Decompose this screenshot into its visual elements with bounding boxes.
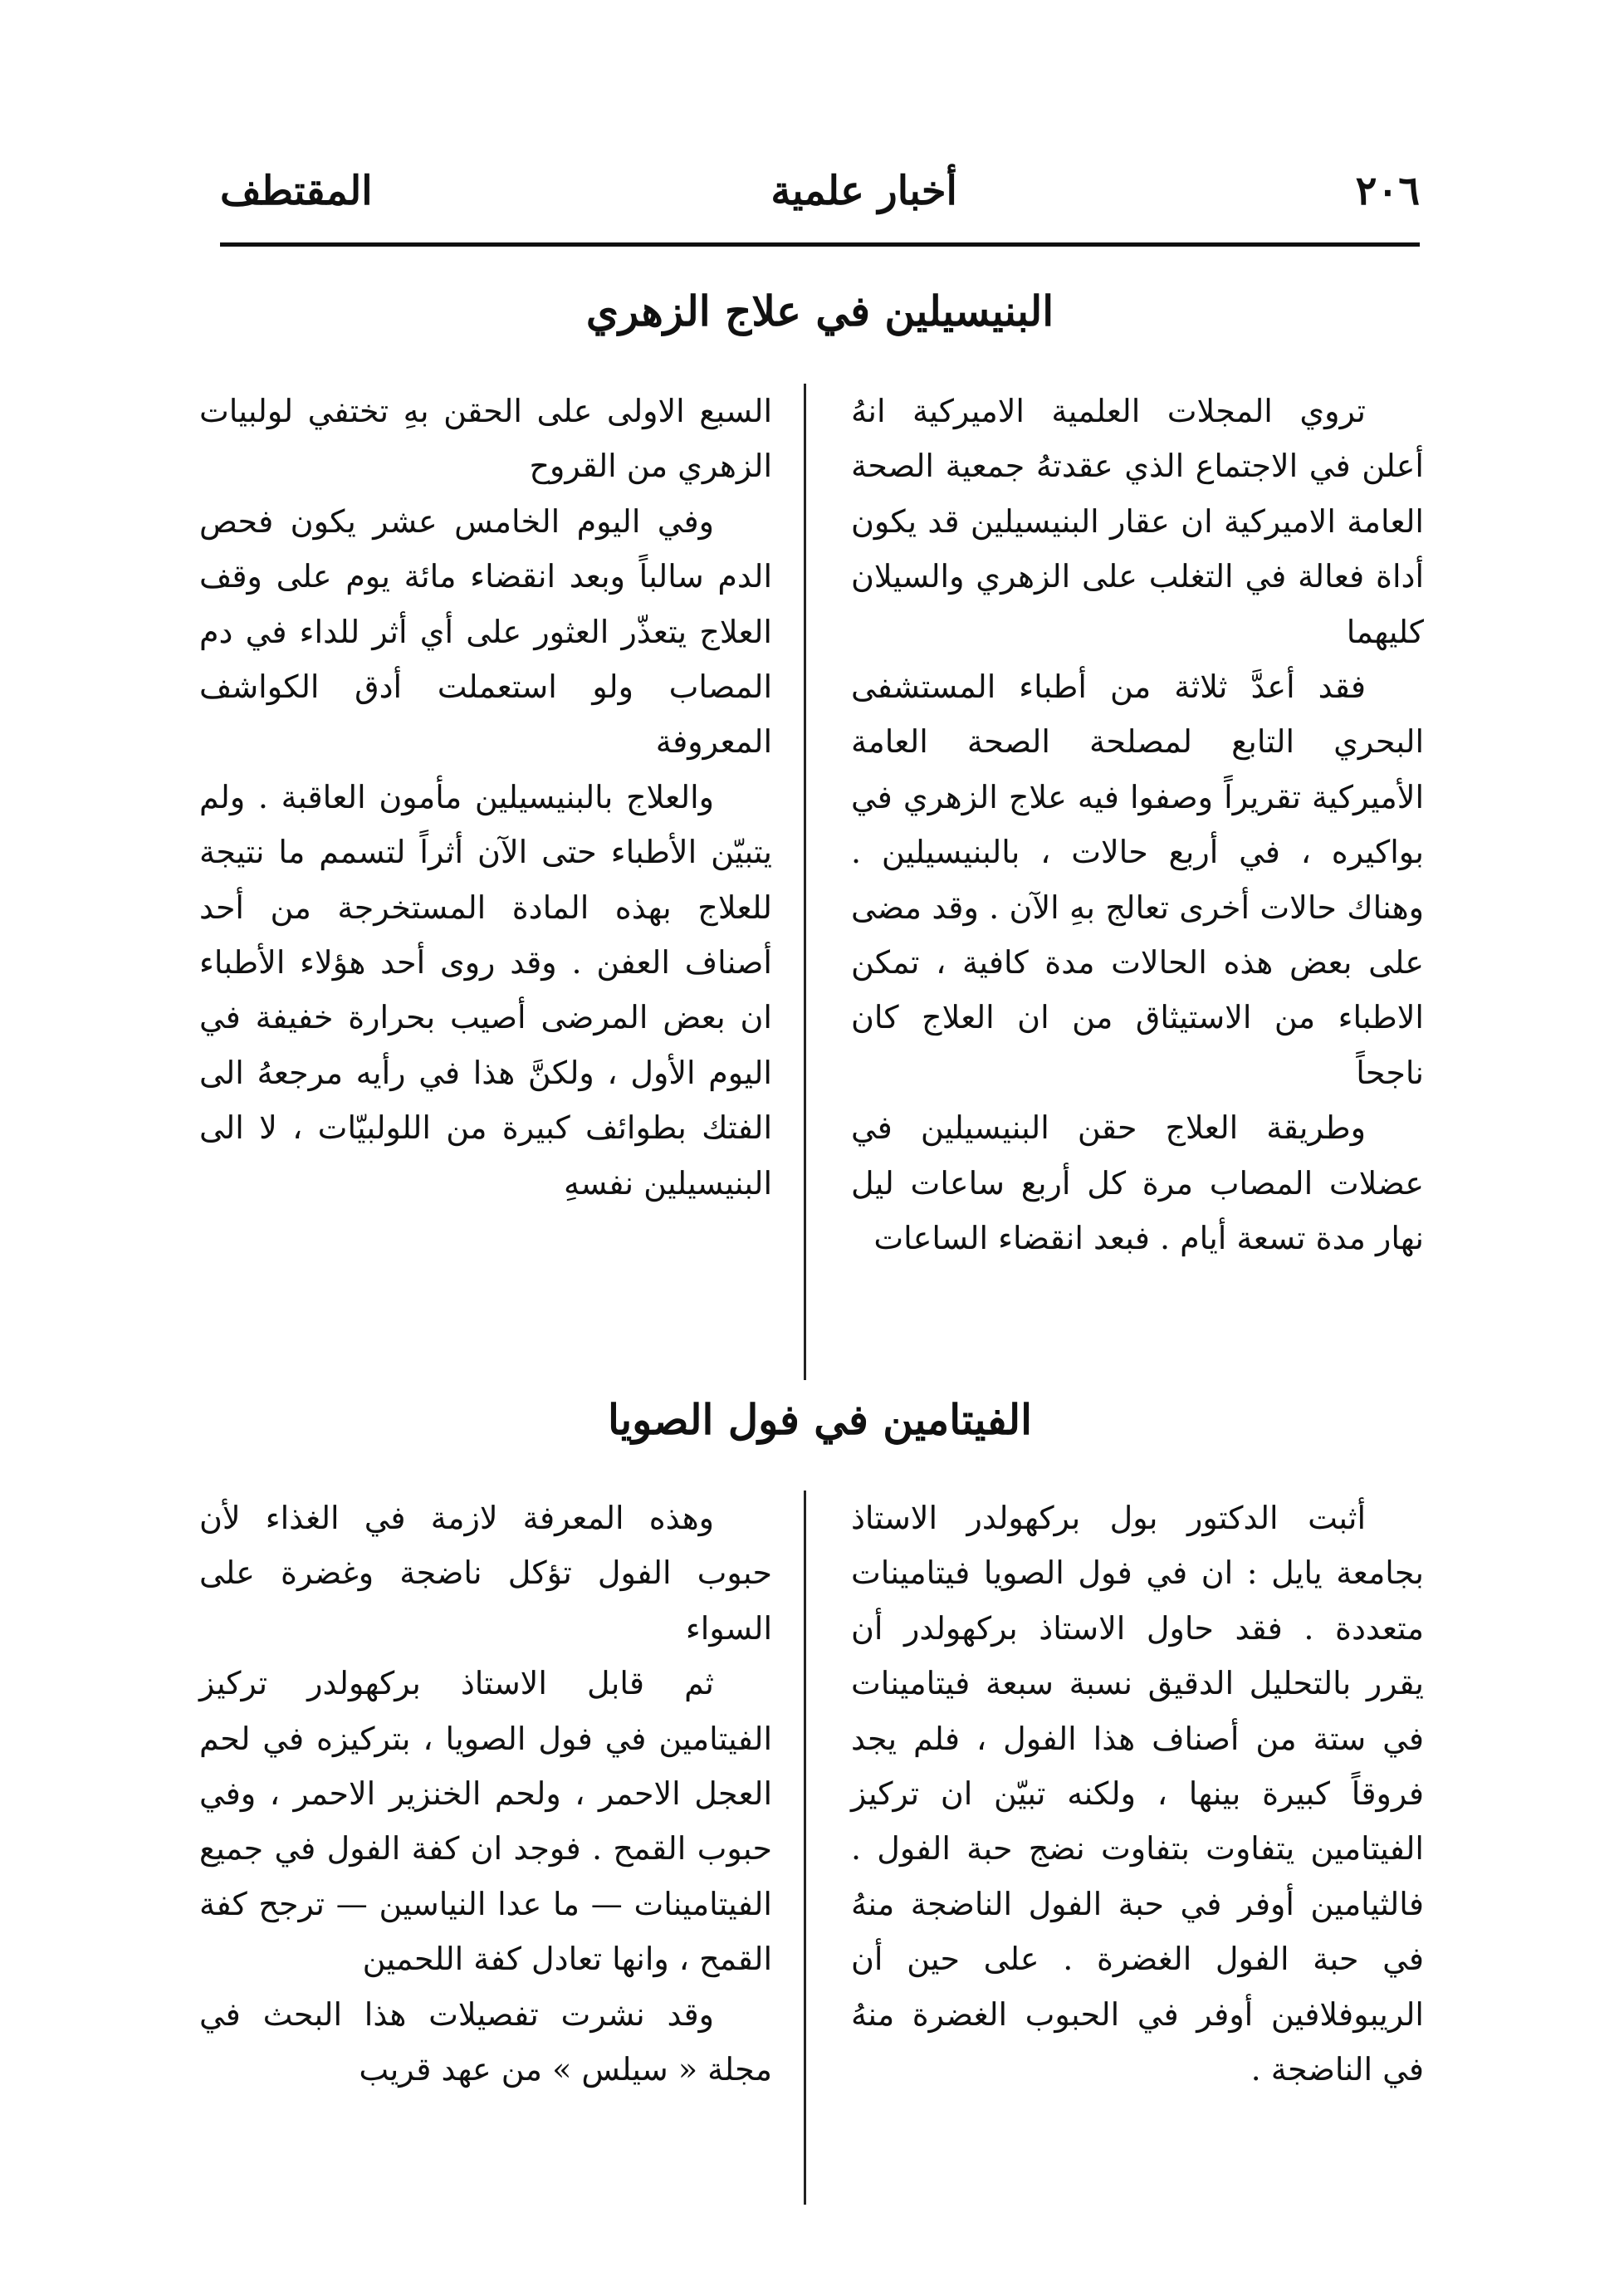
paragraph: وطريقة العلاج حقن البنيسيلين في عضلات المصاب مرة كل أربع ساعات ليل نهار مدة تسعة أيام . فبعد انقضاء الساعات	[851, 1109, 1424, 1257]
article-column-left	[199, 384, 772, 1380]
page-number: ٢٠٦	[1355, 168, 1420, 214]
article-column-left	[199, 1491, 772, 2205]
section-name: أخبار علمية	[770, 168, 957, 214]
article-title: الفيتامين في فول الصويا	[607, 1395, 1033, 1444]
page-header	[220, 158, 1420, 224]
article-column-right	[851, 384, 1424, 1380]
paragraph: السبع الاولى على الحقن بهِ تختفي لولبيات الزهري من القروح	[199, 393, 772, 485]
paragraph: فقد أعدَّ ثلاثة من أطباء المستشفى البحري التابع لمصلحة الصحة العامة الأميركية تقريراً وصفوا فيه علاج الزهري في بواكيره ، في أربع حالات ، بالبنيسيلين . وهناك حالات أخرى تعالج بهِ الآن . وقد مضى على بعض هذه الحالات مدة كافية ، تمكن الاطباء من الاستيثاق من ان العلاج كان ناجحاً	[851, 668, 1424, 1091]
paragraph: أثبت الدكتور بول بركهولدر الاستاذ بجامعة يايل : ان في فول الصويا فيتامينات متعددة . فقد حاول الاستاذ بركهولدر أن يقرر بالتحليل الدقيق نسبة سبعة فيتامينات في ستة من أصناف هذا الفول ، فلم يجد فروقاً كبيرة بينها ، ولكنه تبيّن ان تركيز الفيتامين يتفاوت بتفاوت نضج حبة الفول . فالثيامين أوفر في حبة الفول الناضجة منهُ في حبة الفول الغضرة . على حين أن الريبوفلافين أوفر في الحبوب الغضرة منهُ في الناضجة .	[851, 1500, 1424, 2088]
article-column-right	[851, 1491, 1424, 2205]
column-divider	[804, 1491, 806, 2205]
header-rule	[220, 242, 1420, 247]
paragraph: والعلاج بالبنيسيلين مأمون العاقبة . ولم يتبيّن الأطباء حتى الآن أثراً لتسمم ما نتيجة للعلاج بهذه المادة المستخرجة من أحد أصناف العفن . وقد روى أحد هؤلاء الأطباء ان بعض المرضى أصيب بحرارة خفيفة في اليوم الأول ، ولكنَّ هذا في رأيه مرجعهُ الى الفتك بطوائف كبيرة من اللولبيّات ، لا الى البنيسيلين نفسهِ	[199, 778, 772, 1202]
paragraph: تروي المجلات العلمية الاميركية انهُ أعلن في الاجتماع الذي عقدتهُ جمعية الصحة العامة الاميركية ان عقار البنيسيلين قد يكون أداة فعالة في التغلب على الزهري والسيلان كليهما	[851, 393, 1424, 650]
paragraph: وهذه المعرفة لازمة في الغذاء لأن حبوب الفول تؤكل ناضجة وغضرة على السواء	[199, 1500, 772, 1647]
paragraph: ثم قابل الاستاذ بركهولدر تركيز الفيتامين في فول الصويا ، بتركيزه في لحم العجل الاحمر ، ولحم الخنزير الاحمر ، وفي حبوب القمح . فوجد ان كفة الفول في جميع الفيتامينات — ما عدا النياسين — ترجح كفة القمح ، وانها تعادل كفة اللحمين	[199, 1665, 772, 1978]
column-divider	[804, 384, 806, 1380]
article-title: البنيسيلين في علاج الزهري	[585, 286, 1054, 335]
magazine-name: المقتطف	[220, 168, 373, 214]
paragraph: وقد نشرت تفصيلات هذا البحث في مجلة « سيلس » من عهد قريب	[199, 1995, 772, 2088]
paragraph: وفي اليوم الخامس عشر يكون فحص الدم سالباً وبعد انقضاء مائة يوم على وقف العلاج يتعذّر العثور على أي أثر للداء في دم المصاب ولو استعملت أدق الكواشف المعروفة	[199, 502, 772, 761]
